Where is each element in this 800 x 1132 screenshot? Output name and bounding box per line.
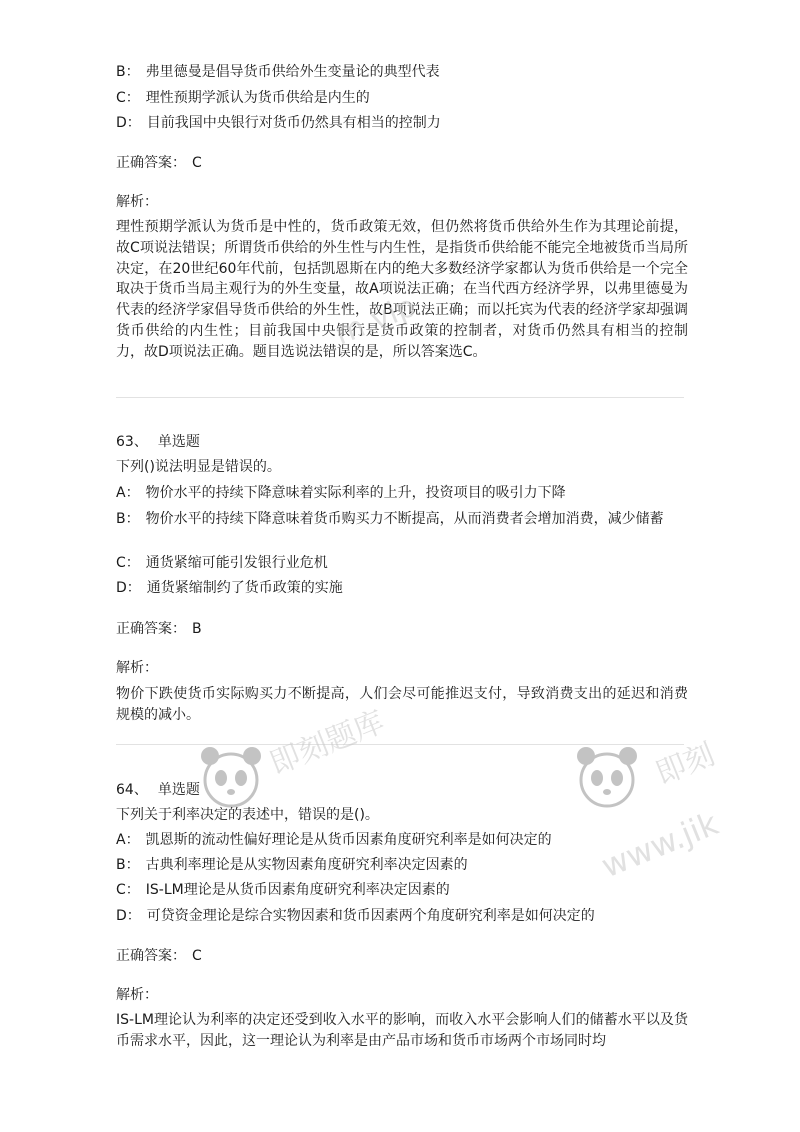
q62-analysis-text: 理性预期学派认为货币是中性的，货币政策无效，但仍然将货币供给外生作为其理论前提，故C项说法错误；所谓货币供给的外生性与内生性，是指货币供给能不能完全地被货币当局所决定，在20世纪60年代前，包括凯恩斯在内的绝大多数经济学家都认为货币供给是一个完全取决于货币当局主观行为的外生变量，故A项说法正确；在当代西方经济学界，以弗里德曼为代表的经济学家倡导货币供给的外生性，故B项说法正确；而以托宾为代表的经济学家却强调货币供给的内生性；目前我国中央银行是货币政策的控制者，对货币仍然具有相当的控制力，故D项说法正确。题目选说法错误的是，所以答案选C。 [116, 219, 688, 360]
q64-header [116, 780, 200, 800]
q63-option-b [116, 509, 688, 530]
q62-answer [116, 153, 202, 173]
option-text: 目前我国中央银行对货币仍然具有相当的控制力 [146, 115, 441, 131]
option-label: D： [116, 115, 141, 131]
answer-value: C [192, 948, 202, 964]
q62-option-c [116, 88, 370, 108]
watermark-url: www.jik [596, 804, 724, 886]
option-text: IS-LM理论是从货币因素角度研究利率决定因素的 [145, 882, 450, 898]
q64-option-a [116, 830, 552, 850]
watermark-url-partial: m.vip [330, 288, 421, 353]
option-label: A： [116, 485, 140, 501]
option-text: 物价水平的持续下降意味着货币购买力不断提高，从而消费者会增加消费，减少储蓄 [145, 511, 664, 527]
option-label: C： [116, 90, 140, 106]
option-label: D： [116, 580, 141, 596]
option-text: 古典利率理论是从实物因素角度研究利率决定因素的 [145, 857, 468, 873]
q63-header [116, 432, 200, 452]
question-number: 63、 [116, 434, 148, 450]
option-label: B： [116, 857, 140, 873]
q63-analysis-text: 物价下跌使货币实际购买力不断提高，人们会尽可能推迟支付，导致消费支出的延迟和消费规模的减小。 [116, 686, 688, 723]
q63-option-d [116, 578, 343, 598]
panda-logo-icon [196, 742, 266, 812]
q64-answer [116, 946, 202, 966]
option-text: 弗里德曼是倡导货币供给外生变量论的典型代表 [145, 64, 440, 80]
q62-analysis-label: 解析： [116, 194, 158, 210]
q62-option-d [116, 113, 441, 133]
question-type: 单选题 [157, 434, 200, 450]
panda-logo-icon [572, 742, 642, 812]
option-label: A： [116, 832, 140, 848]
divider [116, 397, 684, 398]
answer-label: 正确答案： [116, 948, 186, 964]
q62-option-b [116, 62, 440, 82]
divider [116, 744, 684, 745]
option-label: C： [116, 555, 140, 571]
answer-label: 正确答案： [116, 621, 186, 637]
q64-analysis-text: IS-LM理论认为利率的决定还受到收入水平的影响，而收入水平会影响人们的储蓄水平以及货币需求水平，因此，这一理论认为利率是由产品市场和货币市场两个市场同时均 [116, 1012, 688, 1049]
option-text: 理性预期学派认为货币供给是内生的 [145, 90, 370, 106]
answer-label: 正确答案： [116, 155, 186, 171]
q63-option-c [116, 553, 328, 573]
option-text: 物价水平的持续下降意味着实际利率的上升，投资项目的吸引力下降 [145, 485, 566, 501]
option-text: 通货紧缩可能引发银行业危机 [145, 555, 328, 571]
option-text: 可贷资金理论是综合实物因素和货币因素两个角度研究利率是如何决定的 [146, 908, 595, 924]
q64-option-b [116, 855, 468, 875]
option-label: C： [116, 882, 140, 898]
question-type: 单选题 [157, 782, 200, 798]
q64-stem: 下列关于利率决定的表述中，错误的是()。 [116, 807, 379, 823]
q63-option-a [116, 483, 566, 503]
question-number: 64、 [116, 782, 148, 798]
q63-stem: 下列()说法明显是错误的。 [116, 459, 281, 475]
option-label: B： [116, 511, 140, 527]
answer-value: C [192, 155, 202, 171]
q64-option-d [116, 906, 595, 926]
answer-value: B [192, 621, 202, 637]
option-text: 凯恩斯的流动性偏好理论是从货币因素角度研究利率是如何决定的 [145, 832, 552, 848]
option-label: D： [116, 908, 141, 924]
option-label: B： [116, 64, 140, 80]
q64-analysis-label: 解析： [116, 987, 158, 1003]
option-text: 通货紧缩制约了货币政策的实施 [146, 580, 343, 596]
q63-analysis-label: 解析： [116, 660, 158, 676]
watermark-brand: 即刻题库 [264, 704, 390, 782]
q64-option-c [116, 880, 450, 900]
q63-answer [116, 619, 202, 639]
watermark-brand-short: 即刻 [650, 736, 720, 792]
